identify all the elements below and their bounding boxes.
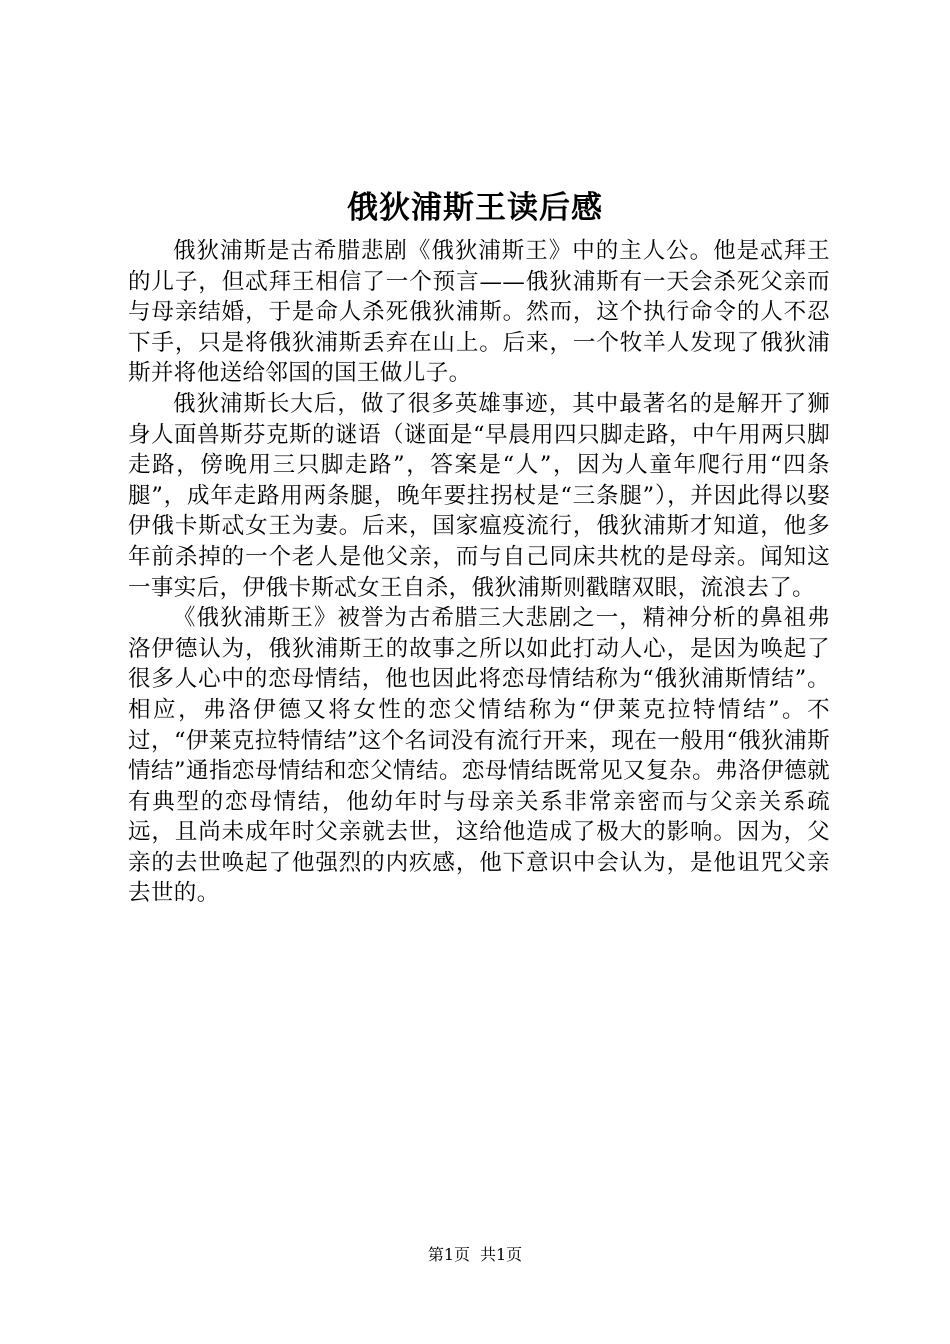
paragraph-3: 《俄狄浦斯王》被誉为古希腊三大悲剧之一，精神分析的鼻祖弗洛伊德认为，俄狄浦斯王的故事之所以如此打动人心，是因为唤起了很多人心中的恋母情结，他也因此将恋母情结称为“俄狄浦斯情结”。相应，弗洛伊德又将女性的恋父情结称为“伊莱克拉特情结”。不过，“伊莱克拉特情结”这个名词没有流行开来，现在一般用“俄狄浦斯情结”通指恋母情结和恋父情结。恋母情结既常见又复杂。弗洛伊德就有典型的恋母情结，他幼年时与母亲关系非常亲密而与父亲关系疏远，且尚未成年时父亲就去世，这给他造成了极大的影响。因为，父亲的去世唤起了他强烈的内疚感，他下意识中会认为，是他诅咒父亲去世的。 <box>128 605 830 907</box>
paragraph-2: 俄狄浦斯长大后，做了很多英雄事迹，其中最著名的是解开了狮身人面兽斯芬克斯的谜语（谜面是“早晨用四只脚走路，中午用两只脚走路，傍晚用三只脚走路”，答案是“人”，因为人童年爬行用“四条腿”，成年走路用两条腿，晚年要拄拐杖是“三条腿”），并因此得以娶伊俄卡斯忒女王为妻。后来，国家瘟疫流行，俄狄浦斯才知道，他多年前杀掉的一个老人是他父亲，而与自己同床共枕的是母亲。闻知这一事实后，伊俄卡斯忒女王自杀，俄狄浦斯则戳瞎双眼，流浪去了。 <box>128 390 830 601</box>
page-number: 第1页 <box>427 1245 470 1264</box>
page-footer <box>0 1244 950 1266</box>
document-title: 俄狄浦斯王读后感 <box>347 190 603 226</box>
paragraph-1: 俄狄浦斯是古希腊悲剧《俄狄浦斯王》中的主人公。他是忒拜王的儿子，但忒拜王相信了一个预言——俄狄浦斯有一天会杀死父亲而与母亲结婚，于是命人杀死俄狄浦斯。然而，这个执行命令的人不忍下手，只是将俄狄浦斯丢弃在山上。后来，一个牧羊人发现了俄狄浦斯并将他送给邻国的国王做儿子。 <box>128 238 830 387</box>
document-body <box>128 236 830 909</box>
page-total: 共1页 <box>480 1245 523 1264</box>
